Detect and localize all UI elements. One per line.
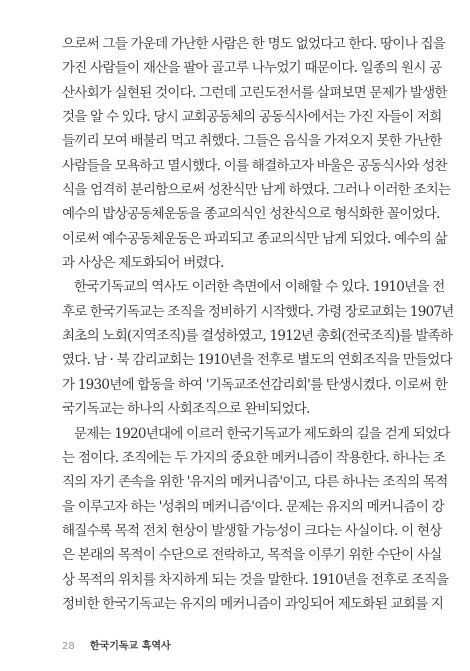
- text-line: 였다. 남 · 북 감리교회는 1910년을 전후로 별도의 연회조직을 만들었다: [62, 352, 452, 369]
- text-line: 식을 엄격히 분리함으로써 성찬식만 남게 하였다. 그러나 이러한 조치는: [62, 182, 451, 199]
- text-line: 들끼리 모여 배불리 먹고 취했다. 그들은 음식을 가져오지 못한 가난한: [62, 133, 442, 150]
- text-line: 은 본래의 목적이 수단으로 전락하고, 목적을 이루기 위한 수단이 사실: [62, 547, 442, 564]
- text-line: 으로써 그들 가운데 가난한 사람은 한 명도 없었다고 한다. 땅이나 집을: [62, 36, 446, 52]
- text-line: 후로 한국기독교는 조직을 정비하기 시작했다. 가령 장로교회는 1907년: [62, 303, 454, 320]
- page-body: [62, 32, 454, 616]
- text-line: 정비한 한국기독교는 유지의 메커니즘이 과잉되어 제도화된 교회를 지: [62, 595, 444, 612]
- text-line: 해질수록 목적 전치 현상이 발생할 가능성이 크다는 사실이다. 이 현상: [62, 522, 442, 539]
- text-line: 을 이루고자 하는 '성취의 메커니즘'이다. 문제는 유지의 메커니즘이 강: [62, 498, 444, 515]
- text-line: 최초의 노회(지역조직)를 결성하였고, 1912년 총회(전국조직)를 발족하: [62, 328, 453, 345]
- text-line: 가 1930년에 합동을 하여 '기독교조선감리회'를 탄생시켰다. 이로써 한: [62, 376, 448, 393]
- text-line: 과 사상은 제도화되어 버렸다.: [62, 255, 224, 272]
- text-line: 예수의 밥상공동체운동을 종교의식인 성찬식으로 형식화한 꼴이었다.: [62, 206, 440, 223]
- text-line: 국기독교는 하나의 사회조직으로 완비되었다.: [62, 401, 310, 418]
- text-line: 사람들을 모욕하고 멸시했다. 이를 해결하고자 바울은 공동식사와 성찬: [62, 157, 447, 174]
- text-line: 상 목적의 위치를 차지하게 되는 것을 말한다. 1910년을 전후로 조직을: [62, 571, 449, 588]
- text-line: 문제는 1920년대에 이르러 한국기독교가 제도화의 길을 걷게 되었다: [74, 425, 450, 442]
- text-line: 직의 자기 존속을 위한 '유지의 메커니즘'이고, 다른 하나는 조직의 목적: [62, 474, 448, 491]
- text-line: 한국기독교의 역사도 이러한 측면에서 이해할 수 있다. 1910년을 전: [74, 279, 445, 296]
- paragraph-2: [62, 275, 454, 421]
- paragraph-3: [62, 422, 450, 617]
- text-line: 것을 알 수 있다. 당시 교회공동체의 공동식사에서는 가진 자들이 저희: [62, 109, 442, 126]
- text-line: 가진 사람들이 재산을 팔아 골고루 나누었기 때문이다. 일종의 원시 공: [62, 60, 442, 77]
- page-number: 28: [62, 641, 75, 652]
- text-line: 산사회가 실현된 것이다. 그런데 고린도전서를 살펴보면 문제가 발생한: [62, 84, 447, 101]
- book-title: 한국기독교 흑역사: [89, 641, 171, 652]
- text-line: 는 점이다. 조직에는 두 가지의 중요한 메커니즘이 작용한다. 하나는 조: [62, 449, 446, 466]
- text-line: 이로써 예수공동체운동은 파괴되고 종교의식만 남게 되었다. 예수의 삶: [62, 230, 447, 247]
- paragraph-1: [62, 32, 451, 275]
- page-footer: [62, 637, 171, 652]
